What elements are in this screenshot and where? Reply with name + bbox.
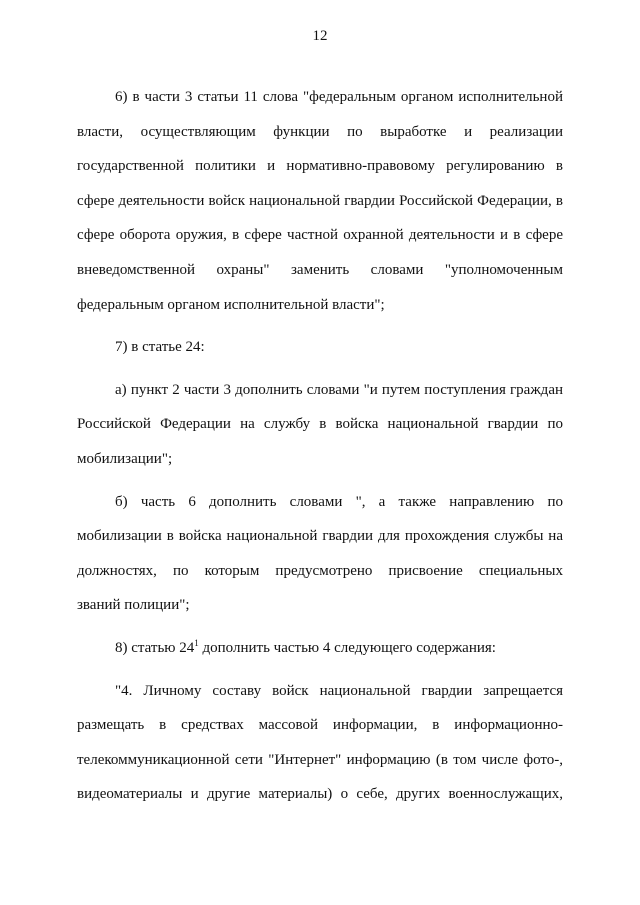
text-line: сфере оборота оружия, в сфере частной охранной деятельности и в сфере bbox=[77, 227, 563, 244]
document-body bbox=[77, 80, 563, 812]
text-line: сфере деятельности войск национальной гвардии Российской Федерации, в bbox=[77, 192, 563, 209]
text-line: Российской Федерации на службу в войска национальной гвардии по bbox=[77, 416, 563, 433]
text-line: "4. Личному составу войск национальной гвардии запрещается bbox=[115, 682, 563, 699]
text-line: власти, осуществляющим функции по выработке и реализации bbox=[77, 123, 563, 140]
paragraph-item-7 bbox=[77, 330, 563, 365]
text-line: мобилизации в войска национальной гвардии для прохождения службы на bbox=[77, 528, 563, 545]
text-line: размещать в средствах массовой информации, в информационно- bbox=[77, 717, 563, 734]
text-line: 7) в статье 24: bbox=[115, 339, 205, 356]
text-line: телекоммуникационной сети "Интернет" информацию (в том числе фото-, bbox=[77, 751, 563, 768]
text-line: государственной политики и нормативно-правовому регулированию в bbox=[77, 158, 563, 175]
text-line: б) часть 6 дополнить словами ", а также направлению по bbox=[115, 493, 563, 510]
page-number: 12 bbox=[312, 28, 328, 44]
text-line: званий полиции"; bbox=[77, 597, 190, 614]
paragraph-item-6 bbox=[77, 80, 563, 322]
text-line bbox=[77, 631, 563, 666]
text-line: 6) в части 3 статьи 11 слова "федеральным органом исполнительной bbox=[115, 89, 563, 105]
superscript: 1 bbox=[194, 637, 199, 648]
text-line: федеральным органом исполнительной власти"; bbox=[77, 296, 385, 313]
text-fragment: 8) статью 24 bbox=[115, 639, 195, 656]
text-line: мобилизации"; bbox=[77, 450, 173, 467]
text-line: а) пункт 2 части 3 дополнить словами "и путем поступления граждан bbox=[115, 381, 563, 398]
paragraph-subitem-a bbox=[77, 373, 563, 477]
text-fragment: дополнить частью 4 следующего содержания: bbox=[198, 639, 496, 656]
text-line: вневедомственной охраны" заменить словами "уполномоченным bbox=[77, 261, 563, 278]
text-line: видеоматериалы и другие материалы) о себе, других военнослужащих, bbox=[77, 786, 563, 803]
paragraph-item-8 bbox=[77, 631, 563, 666]
paragraph-quote-4 bbox=[77, 674, 563, 812]
text-line: должностях, по которым предусмотрено присвоение специальных bbox=[77, 562, 563, 579]
paragraph-subitem-b bbox=[77, 485, 563, 623]
